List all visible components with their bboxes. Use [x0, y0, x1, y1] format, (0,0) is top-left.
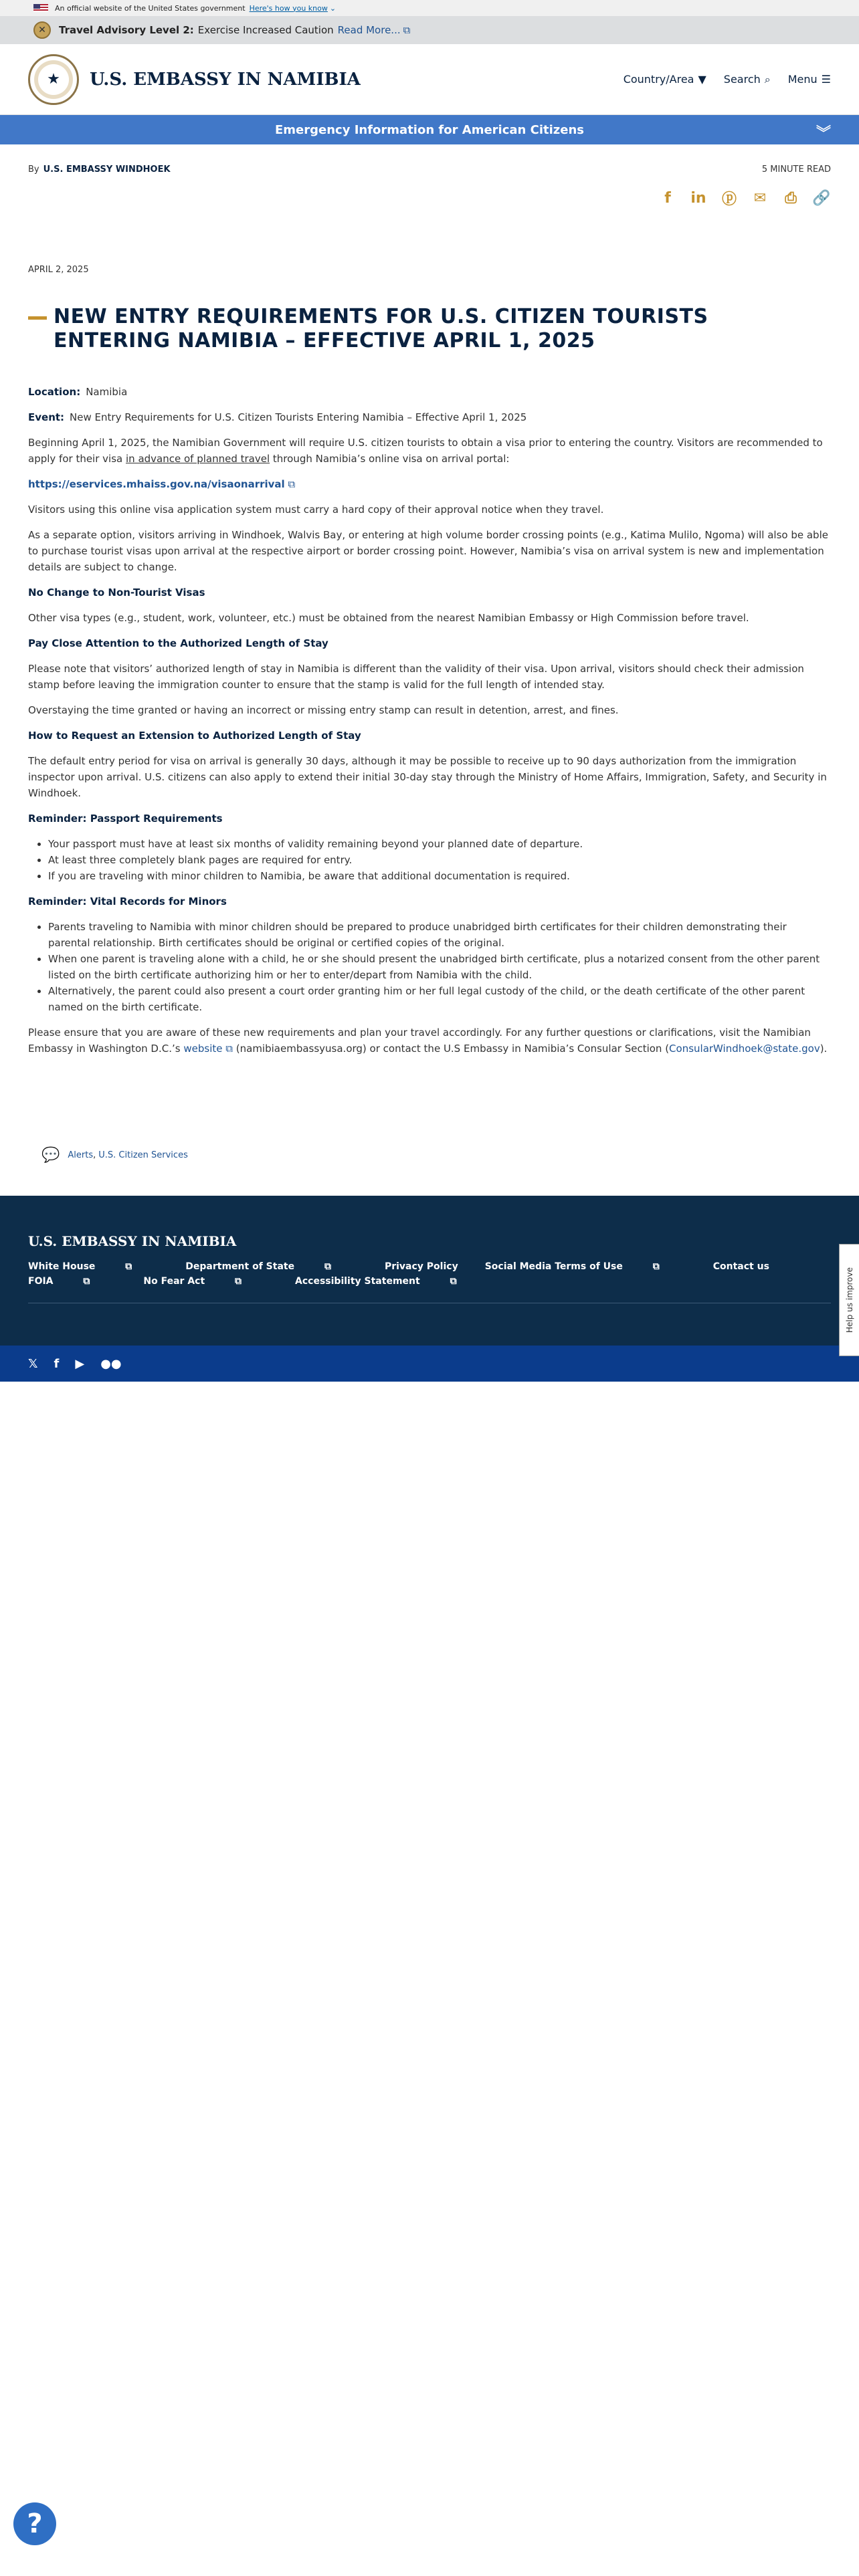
- double-chevron-down-icon[interactable]: ︾: [816, 125, 831, 142]
- byline: [28, 165, 171, 175]
- footer-link-social-media-terms[interactable]: [485, 1261, 686, 1272]
- search-button[interactable]: [724, 73, 771, 86]
- external-link-icon: ⧉: [324, 1261, 331, 1272]
- tag-separator: ,: [93, 1150, 96, 1160]
- list-item: • If you are traveling with minor children to Namibia, be aware that additional documentation is required.: [48, 868, 831, 884]
- event-label-text: Event: [28, 411, 61, 423]
- external-link-icon: ⧉: [288, 478, 296, 490]
- facebook-share-icon[interactable]: f: [664, 189, 671, 207]
- consular-email-link[interactable]: ConsularWindhoek@state.gov: [669, 1043, 820, 1055]
- heres-how-you-know-link[interactable]: Here's how you know: [249, 3, 328, 13]
- advisory-read-more-link[interactable]: Read More...: [337, 24, 401, 36]
- print-icon[interactable]: ⎙: [785, 189, 797, 207]
- paragraph: The default entry period for visa on arrival is generally 30 days, although it may be possible to receive up to 90 days authorization from the immigration inspector upon arrival. U.S. citizens can also apply to extend their initial 30-day stay through the Ministry of Home Affairs, Immigration, Safety, and Security in Windhoek.: [28, 755, 827, 799]
- footer-link-foia[interactable]: [28, 1276, 116, 1287]
- feedback-label: Help us improve: [844, 1267, 854, 1333]
- advisory-icon: ✕: [33, 21, 51, 39]
- search-icon: ⌕: [764, 72, 771, 86]
- external-link-icon: ⧉: [125, 1261, 132, 1272]
- footer-links: [28, 1261, 797, 1287]
- footer-link-label: Accessibility Statement: [295, 1276, 420, 1287]
- external-link-icon: ⧉: [225, 1043, 233, 1055]
- section-heading: Pay Close Attention to the Authorized Length of Stay: [28, 637, 328, 649]
- external-link-icon: ⧉: [450, 1276, 457, 1287]
- feedback-tab[interactable]: [839, 1244, 859, 1356]
- main-nav: [624, 73, 831, 86]
- article-title: NEW ENTRY REQUIREMENTS FOR U.S. CITIZEN TOURISTS ENTERING NAMIBIA – EFFECTIVE APRIL 1, 2025: [54, 305, 708, 352]
- footer-link-department-of-state[interactable]: [185, 1261, 358, 1272]
- linkedin-share-icon[interactable]: in: [690, 189, 706, 207]
- list-item: • At least three completely blank pages are required for entry.: [48, 852, 831, 868]
- travel-advisory-bar: [0, 16, 859, 44]
- footer-link-label: Social Media Terms of Use: [484, 1261, 623, 1272]
- event-value: New Entry Requirements for U.S. Citizen Tourists Entering Namibia – Effective April 1, 2025: [70, 411, 527, 423]
- byline-author: U.S. EMBASSY WINDHOEK: [43, 165, 171, 175]
- country-area-label: Country/Area: [623, 73, 694, 86]
- footer-link-privacy-policy[interactable]: Privacy Policy: [384, 1261, 458, 1272]
- passport-list: [48, 836, 831, 884]
- advisory-text: Exercise Increased Caution: [197, 24, 334, 36]
- event-label: Event:: [28, 411, 65, 423]
- site-title[interactable]: U.S. EMBASSY IN NAMIBIA: [90, 69, 361, 90]
- footer-link-white-house[interactable]: [28, 1261, 159, 1272]
- vital-records-list: [48, 919, 831, 1015]
- paragraph: Please note that visitors’ authorized length of stay in Namibia is different than the validity of their visa. Upon arrival, visitors should check their admission stamp before leaving the immigration counter to ensure that the stamp is valid for the full length of intended stay.: [28, 663, 804, 691]
- share-bar: [658, 189, 831, 207]
- visa-portal-link[interactable]: https://eservices.mhaiss.gov.na/visaonarrival: [28, 478, 285, 490]
- gov-banner-text: An official website of the United States government: [55, 3, 246, 13]
- p8-text-a: Please ensure that you are aware of these new requirements and plan your travel accordingly. For any further questions or clarifications, visit the Namibian Embassy in Washington D.C.’s: [28, 1027, 811, 1055]
- pinterest-share-icon[interactable]: ⓟ: [721, 191, 737, 208]
- menu-button[interactable]: [788, 73, 831, 86]
- p1-underlined: in advance of planned travel: [126, 453, 270, 465]
- section-heading: Reminder: Vital Records for Minors: [28, 895, 227, 907]
- section-heading: No Change to Non-Tourist Visas: [28, 586, 205, 599]
- paragraph: Visitors using this online visa application system must carry a hard copy of their approval notice when they travel.: [28, 504, 604, 516]
- search-label: Search: [723, 73, 761, 86]
- article-tags: [41, 1147, 188, 1164]
- paragraph: Overstaying the time granted or having an incorrect or missing entry stamp can result in detention, arrest, and fines.: [28, 704, 619, 716]
- external-link-icon: ⧉: [83, 1276, 90, 1287]
- paragraph: Other visa types (e.g., student, work, volunteer, etc.) must be obtained from the nearest Namibian Embassy or High Commission before travel.: [28, 612, 749, 624]
- site-footer: [0, 1196, 859, 1346]
- location-value: Namibia: [86, 386, 128, 398]
- list-item: • Alternatively, the parent could also present a court order granting him or her full legal custody of the child, or the death certificate of the other parent named on the birth certificate.: [48, 983, 831, 1015]
- event-line: [28, 409, 831, 425]
- site-header: [0, 44, 859, 115]
- p1-text-a: Beginning April 1, 2025, the Namibian Government will require U.S. citizen tourists to obtain a visa prior to entering the country. Visitors are recommended to apply for their visa: [28, 437, 823, 465]
- footer-link-contact-us[interactable]: Contact us: [712, 1261, 769, 1272]
- facebook-icon[interactable]: f: [54, 1356, 60, 1371]
- location-line: [28, 384, 831, 400]
- menu-label: Menu: [787, 73, 818, 86]
- emergency-info-label: Emergency Information for American Citizens: [275, 122, 584, 137]
- hamburger-icon: ☰: [821, 73, 831, 86]
- portal-link-line: [28, 476, 831, 492]
- footer-link-accessibility[interactable]: [295, 1276, 484, 1287]
- youtube-icon[interactable]: ▶: [75, 1356, 85, 1371]
- article-date: APRIL 2, 2025: [28, 265, 89, 275]
- location-label: Location:: [28, 386, 81, 398]
- p8-text-c: ).: [820, 1043, 828, 1055]
- namibia-embassy-website-link[interactable]: website: [183, 1043, 223, 1055]
- footer-link-label: No Fear Act: [143, 1276, 205, 1287]
- list-item: • When one parent is traveling alone with a child, he or she should present the unabridged birth certificate, plus a notarized consent from the other parent listed on the birth certificate authorizing him or her to enter/depart from Namibia with the child.: [48, 951, 831, 983]
- p8-text-b: (namibiaembassyusa.org) or contact the U.S Embassy in Namibia’s Consular Section (: [235, 1043, 670, 1055]
- x-twitter-icon[interactable]: 𝕏: [28, 1356, 38, 1371]
- tag-alerts[interactable]: Alerts: [68, 1150, 94, 1160]
- paragraph: As a separate option, visitors arriving in Windhoek, Walvis Bay, or entering at high volume border crossing points (e.g., Katima Mulilo, Ngoma) will also be able to purchase tourist visas upon arrival at the respective airport or border crossing point. However, Namibia’s visa on arrival system is new and implementation details are subject to change.: [28, 529, 828, 573]
- chat-bubbles-icon: 💬: [41, 1147, 60, 1164]
- section-heading: How to Request an Extension to Authorized Length of Stay: [28, 730, 361, 742]
- email-share-icon[interactable]: ✉: [753, 189, 767, 207]
- paragraph: [28, 435, 831, 467]
- external-link-icon: ⧉: [235, 1276, 242, 1287]
- gov-banner: [0, 0, 859, 16]
- chevron-down-icon: ⌄: [329, 3, 337, 13]
- list-item: • Parents traveling to Namibia with minor children should be prepared to produce unabridged birth certificates for their children demonstrating their parental relationship. Birth certificates should be original or certified copies of the original.: [48, 919, 831, 951]
- read-time: 5 MINUTE READ: [761, 165, 831, 175]
- section-heading: Reminder: Passport Requirements: [28, 813, 223, 825]
- emergency-info-bar[interactable]: [0, 115, 859, 144]
- closing-paragraph: [28, 1025, 831, 1057]
- flickr-icon[interactable]: ●●: [100, 1356, 122, 1371]
- footer-link-label: FOIA: [28, 1276, 54, 1287]
- p1-text-b: through Namibia’s online visa on arrival portal:: [272, 453, 510, 465]
- byline-by: By: [28, 165, 39, 175]
- copy-link-icon[interactable]: 🔗: [812, 189, 831, 207]
- location-label-text: Location: [28, 386, 77, 398]
- list-item: • Your passport must have at least six months of validity remaining beyond your planned date of departure.: [48, 836, 831, 852]
- footer-link-label: White House: [28, 1261, 96, 1272]
- tag-us-citizen-services[interactable]: U.S. Citizen Services: [98, 1150, 188, 1160]
- article-title-wrap: [28, 305, 831, 353]
- article-body: [28, 384, 831, 1066]
- help-button[interactable]: ?: [13, 2502, 56, 2545]
- title-accent-bar: [28, 316, 47, 320]
- advisory-level: Travel Advisory Level 2:: [59, 24, 194, 36]
- external-link-icon: ⧉: [652, 1261, 660, 1272]
- country-area-dropdown[interactable]: [624, 73, 706, 86]
- us-flag-icon: [33, 4, 48, 12]
- external-link-icon: ⧉: [403, 24, 411, 36]
- footer-link-label: Department of State: [185, 1261, 295, 1272]
- footer-link-no-fear-act[interactable]: [143, 1276, 268, 1287]
- social-bar: [0, 1346, 859, 1382]
- embassy-seal-logo[interactable]: ★: [28, 54, 79, 105]
- caret-down-icon: ▼: [698, 73, 706, 86]
- footer-title: U.S. EMBASSY IN NAMIBIA: [28, 1233, 237, 1249]
